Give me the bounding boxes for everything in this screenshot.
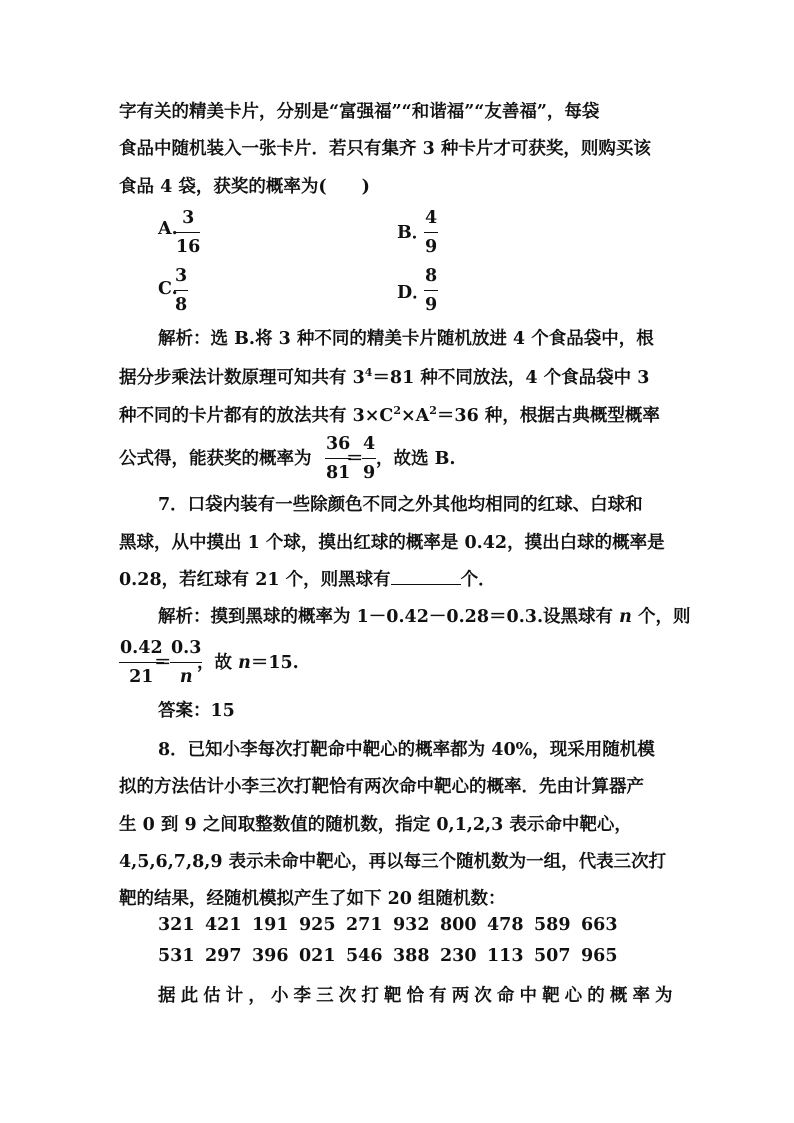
random-number: 297 [205,946,242,966]
random-number: 531 [158,946,195,966]
sol3-part-a: 种不同的卡片都有的放法共有 3×C [119,406,394,426]
q6-line-2: 食品中随机装入一张卡片．若只有集齐 3 种卡片才可获奖，则购买该 [119,139,651,159]
q6-solution-line-2 [119,364,649,389]
q7-solution-line-1 [158,603,690,628]
q7-sol2-fraction-1-denominator: 21 [129,666,154,687]
random-number: 800 [440,915,477,935]
option-d-label: D． [397,283,430,303]
random-number: 321 [158,915,195,935]
q8-line-6: 据 此 估 计 ， 小 李 三 次 打 靶 恰 有 两 次 命 中 靶 心 的 概 率 为 [158,986,673,1006]
random-number: 507 [534,946,571,966]
random-number: 421 [205,915,242,935]
sol4-fraction-2-denominator: 9 [363,462,376,483]
sol3-part-b: ×A [401,406,430,426]
option-d-denominator: 9 [425,294,438,315]
option-a [158,219,178,239]
random-number: 478 [487,915,524,935]
sol4-fraction-2-numerator: 4 [362,436,376,459]
sol4-fraction-1-numerator: 36 [325,436,351,459]
random-number: 396 [252,946,289,966]
option-b-denominator: 9 [425,236,438,257]
random-number: 191 [252,915,289,935]
option-b-fraction [424,210,438,256]
option-a-denominator: 16 [176,236,201,257]
sol2-part-b: ＝81 种不同放法，4 个食品袋中 3 [372,368,650,388]
q8-line-3: 生 0 到 9 之间取整数值的随机数，指定 0,1,2,3 表示命中靶心， [119,815,632,835]
q7-sol2-fraction-1-numerator: 0.42 [119,640,164,663]
q7-sol1-part-a: 解析：摸到黑球的概率为 1－0.42－0.28＝0.3.设黑球有 [158,607,614,627]
q7-sol2-equals: ＝ [154,653,172,673]
random-number: 113 [487,946,524,966]
q8-line-5: 靶的结果，经随机模拟产生了如下 20 组随机数： [119,889,506,909]
sol4-fraction-2 [362,436,376,482]
option-a-label: A. [158,219,178,239]
q7-line-3-part-a: 0.28，若红球有 21 个，则黑球有 [119,570,391,590]
random-number: 589 [534,915,571,935]
q7-sol2-fraction-2-numerator: 0.3 [170,640,202,663]
random-number: 932 [393,915,430,935]
sol3-arrangement-exponent: 2 [429,404,437,417]
sol2-part-a: 据分步乘法计数原理可知共有 3 [119,368,365,388]
q7-sol2-variable-n: n [238,653,251,673]
q7-sol1-part-b: 个，则 [637,607,691,627]
random-number: 388 [393,946,430,966]
random-number: 230 [440,946,477,966]
option-d-numerator: 8 [424,268,438,291]
sol3-combination-exponent: 2 [393,404,402,417]
option-b-label: B． [397,223,430,243]
sol3-part-c: ＝36 种，根据古典概型概率 [436,406,660,426]
q7-sol2-part-a: ，故 [197,653,232,673]
option-a-fraction [176,210,200,256]
q6-line-3: 食品 4 袋，获奖的概率为( ) [119,177,370,197]
random-number: 546 [346,946,383,966]
answer-blank [391,570,461,585]
q7-sol2-part-b: ＝15. [250,653,299,673]
q8-line-2: 拟的方法估计小李三次打靶恰有两次命中靶心的概率．先由计算器产 [119,777,644,797]
option-d-fraction [424,268,438,314]
sol4-equals: ＝ [346,449,364,469]
q6-solution-line-3 [119,402,660,427]
sol4-conclusion: ，故选 B. [376,449,456,469]
q7-line-1: 7．口袋内装有一些除颜色不同之外其他均相同的红球、白球和 [158,495,643,515]
q8-line-1: 8．已知小李每次打靶命中靶心的概率都为 40%，现采用随机模 [158,740,655,760]
q6-line-1: 字有关的精美卡片，分别是“富强福”“和谐福”“友善福”，每袋 [119,102,600,122]
random-number: 965 [581,946,618,966]
q7-line-3 [119,566,496,591]
option-b-numerator: 4 [424,210,438,233]
random-number: 925 [299,915,336,935]
option-a-numerator: 3 [176,210,200,233]
sol2-exponent: 4 [364,366,373,379]
option-c-denominator: 8 [175,294,188,315]
q7-solution-line-2 [197,649,299,674]
q6-solution-line-1: 解析：选 B.将 3 种不同的精美卡片随机放进 4 个食品袋中，根 [158,329,654,349]
q6-solution-line-4-text: 公式得，能获奖的概率为 [119,449,312,469]
q7-line-3-part-b: 个． [460,570,496,590]
q7-line-2: 黑球，从中摸出 1 个球，摸出红球的概率是 0.42，摸出白球的概率是 [119,533,665,553]
q7-sol2-fraction-2-denominator: n [179,666,193,687]
option-c-fraction [174,268,188,314]
option-c-numerator: 3 [174,268,188,291]
random-number: 021 [299,946,336,966]
random-number: 271 [346,915,383,935]
sol4-fraction-1-denominator: 81 [326,462,351,483]
q8-line-4: 4,5,6,7,8,9 表示未命中靶心，再以每三个随机数为一组，代表三次打 [119,852,667,872]
q7-sol1-variable-n: n [619,607,632,627]
option-c-label: C. [158,279,178,299]
random-number: 663 [581,915,618,935]
q7-answer: 答案：15 [158,701,235,721]
